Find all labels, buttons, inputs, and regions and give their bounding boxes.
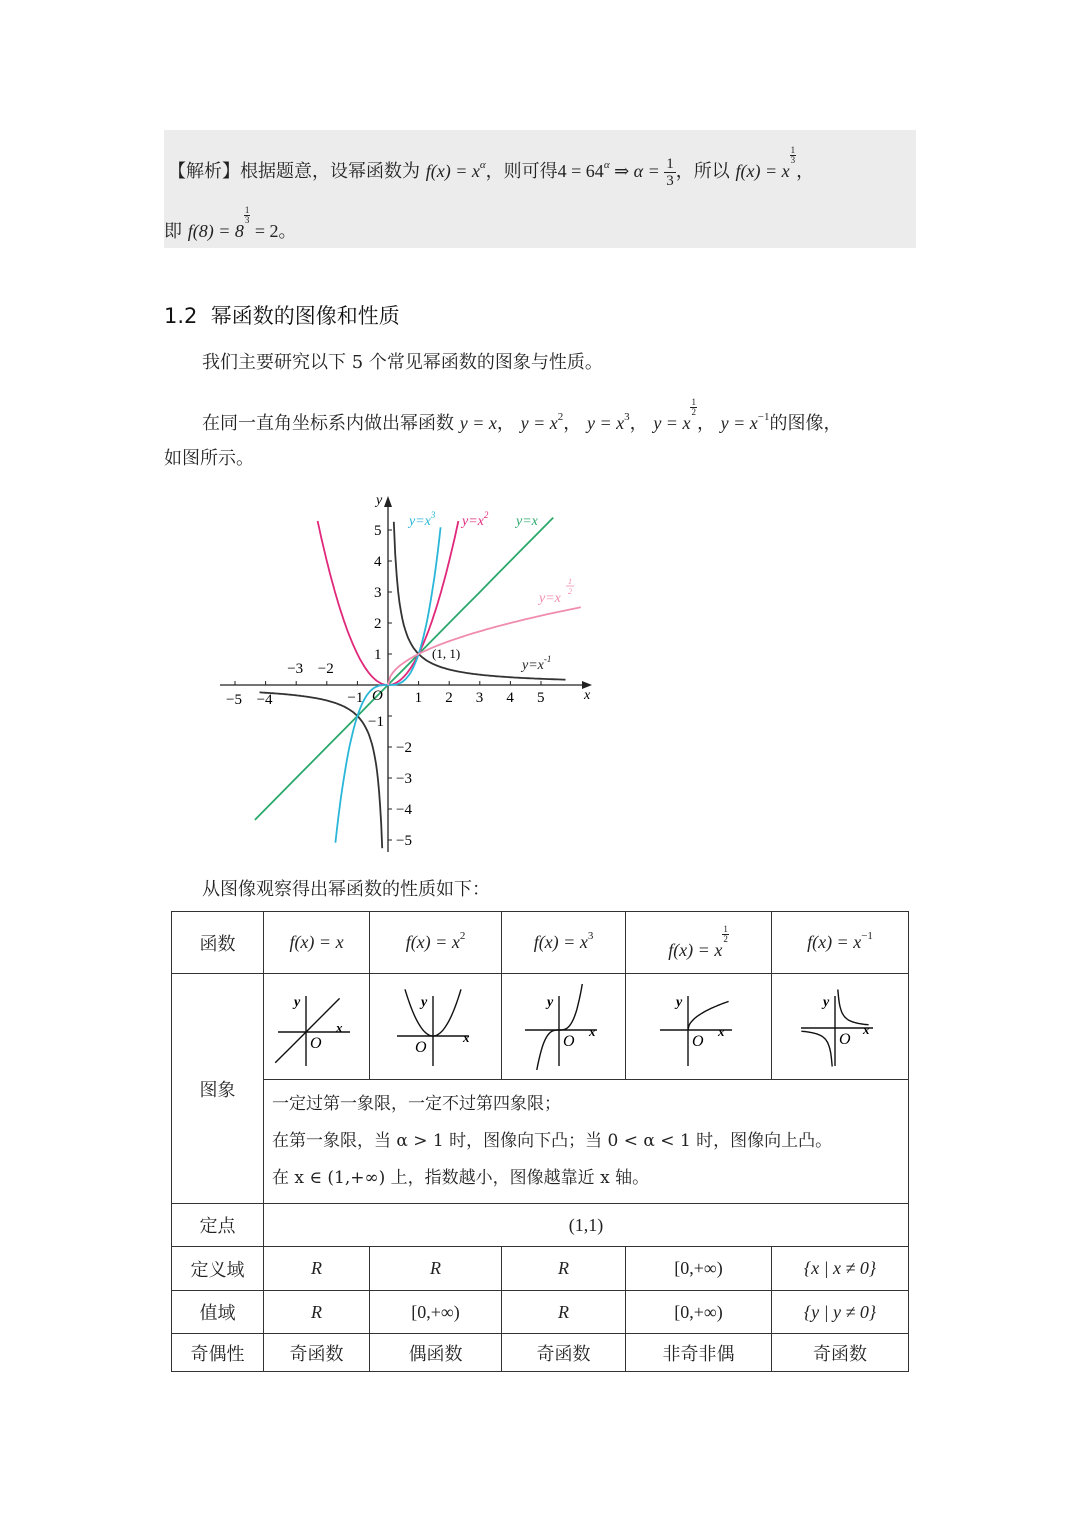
func-y-sqrt-exp: $\frac{1}{2}$ <box>691 397 696 417</box>
y-axis-label: y <box>376 493 383 508</box>
x-tick-label-1: 1 <box>414 690 423 706</box>
row-image-notes <box>172 1080 909 1204</box>
sep-4: ， <box>696 413 715 434</box>
cube-label: $y=x^3$ <box>409 510 436 529</box>
mini-graph-square <box>391 984 481 1070</box>
cell-domain-4: [0,+∞) <box>626 1247 772 1291</box>
analysis-implies: ⇒ α = <box>609 161 665 181</box>
functions-paragraph-cont: 如图所示。 <box>164 448 254 469</box>
functions-paragraph <box>202 398 842 439</box>
cell-range-5: {y | y ≠ 0} <box>772 1291 909 1334</box>
section-number: 1.2 <box>164 304 198 328</box>
row-header-fixed-point: 定点 <box>172 1204 264 1247</box>
mini-y-label: y <box>675 994 682 1010</box>
y-tick-label-4: 4 <box>374 554 382 570</box>
func-y-x2-exp: 2 <box>557 411 564 423</box>
func-y-x3: y = x <box>586 413 625 433</box>
analysis-text-b: ，则可得 <box>485 161 558 182</box>
x-tick-label-n2: −2 <box>317 661 334 677</box>
mini-x-label: x <box>335 1019 342 1035</box>
analysis-exp-frac: $\frac{1}{3}$ <box>790 145 796 165</box>
intro-paragraph: 我们主要研究以下 5 个常见幂函数的图象与性质。 <box>202 352 603 373</box>
x-tick-label-4: 4 <box>506 690 514 706</box>
analysis-f: f <box>425 161 431 181</box>
cell-func-4: f(x) = x $\frac{1}{2}$ <box>626 912 772 974</box>
row-header-parity: 奇偶性 <box>172 1334 264 1372</box>
y-tick-label-n3: −3 <box>396 771 412 787</box>
sep-3: ， <box>629 413 648 434</box>
functions-suffix: 的图像， <box>769 413 842 434</box>
x-tick-label-5: 5 <box>537 690 545 706</box>
square-label: $y=x^2$ <box>462 510 489 529</box>
mini-y-label: y <box>823 994 830 1010</box>
y-tick-label-3: 3 <box>374 585 382 601</box>
analysis-f8: f(8) = 8 <box>187 221 244 241</box>
analysis-text-a: 根据题意，设幂函数为 <box>240 161 420 182</box>
row-domain <box>172 1247 909 1291</box>
sqrt-label: y=x1 2 <box>539 577 572 606</box>
cell-parity-4: 非奇非偶 <box>626 1334 772 1372</box>
mini-graph-inverse <box>795 984 885 1070</box>
cell-mini-graph-2 <box>370 974 502 1080</box>
func-y-inverse-exp: −1 <box>757 411 770 423</box>
row-header-domain: 定义域 <box>172 1247 264 1291</box>
cell-mini-graph-5 <box>772 974 909 1080</box>
y-tick-label-n1: −1 <box>368 714 384 730</box>
mini-curve <box>275 998 339 1062</box>
row-function <box>172 912 909 974</box>
mini-y-label: y <box>420 994 427 1010</box>
note-1: 一定过第一象限，一定不过第四象限； <box>272 1094 561 1114</box>
cell-func-2: $f(x) = x^2$ <box>370 912 502 974</box>
section-title-text: 幂函数的图像和性质 <box>210 304 400 328</box>
analysis-text-c: ，所以 <box>675 161 730 182</box>
cell-domain-1: R <box>264 1247 370 1291</box>
func-y-sqrt: y = x <box>653 413 691 433</box>
analysis-period: 。 <box>278 221 297 242</box>
analysis-label: 【解析】 <box>168 161 240 182</box>
curve-inverse-negative <box>260 692 383 848</box>
cell-range-3: R <box>502 1291 626 1334</box>
analysis-result: = 2 <box>250 221 279 241</box>
identity-label: y=x <box>516 514 538 529</box>
x-tick-label-n1: −1 <box>347 690 364 706</box>
func-y-inverse: y = x <box>720 413 758 433</box>
cell-parity-2: 偶函数 <box>370 1334 502 1372</box>
cell-parity-3: 奇函数 <box>502 1334 626 1372</box>
row-header-function: 函数 <box>172 912 264 974</box>
analysis-alpha-exp: α <box>479 159 486 171</box>
point-label: (1, 1) <box>432 646 461 661</box>
y-tick-label-n2: −2 <box>396 740 412 756</box>
cell-mini-graph-1 <box>264 974 370 1080</box>
mini-y-label: y <box>546 994 553 1010</box>
observe-paragraph: 从图像观察得出幂函数的性质如下： <box>202 879 490 900</box>
properties-table <box>171 911 909 1372</box>
x-tick-label-2: 2 <box>445 690 453 706</box>
mini-graph-cube <box>519 984 609 1070</box>
x-tick-label-n3: −3 <box>287 661 304 677</box>
cell-range-4: [0,+∞) <box>626 1291 772 1334</box>
mini-x-label: x <box>588 1023 595 1039</box>
section-title <box>164 300 400 330</box>
cell-mini-graph-4 <box>626 974 772 1080</box>
cell-mini-graph-3 <box>502 974 626 1080</box>
cell-range-2: [0,+∞) <box>370 1291 502 1334</box>
row-fixed-point <box>172 1204 909 1247</box>
y-axis-arrow <box>384 496 392 507</box>
mini-origin-label: O <box>691 1032 704 1050</box>
curve-sqrt <box>388 607 581 685</box>
analysis-line2-prefix: 即 <box>164 221 182 242</box>
mini-origin-label: O <box>414 1038 427 1056</box>
row-header-range: 值域 <box>172 1291 264 1334</box>
func-y-x2: y = x <box>520 413 558 433</box>
functions-prefix: 在同一直角坐标系内做出幂函数 <box>202 413 454 434</box>
x-tick-label-3: 3 <box>475 690 484 706</box>
x-tick-label-n4: −4 <box>256 692 273 708</box>
row-image-graphs <box>172 974 909 1080</box>
y-tick-label-n4: −4 <box>396 802 412 818</box>
y-tick-label-5: 5 <box>374 523 382 539</box>
mini-origin-label: O <box>839 1030 851 1048</box>
y-tick-label-n5: −5 <box>396 833 412 849</box>
x-axis-label: x <box>584 688 591 703</box>
y-tick-label-1: 1 <box>374 647 382 663</box>
mini-graph-sqrt <box>654 984 744 1070</box>
mini-x-label: x <box>717 1023 724 1039</box>
cell-func-1: f(x) = x <box>264 912 370 974</box>
func-y-x3-exp: 3 <box>624 411 630 423</box>
note-2: 在第一象限，当 α > 1 时，图像向下凸；当 0 < α < 1 时，图像向上凸。 <box>272 1131 833 1151</box>
mini-x-label: x <box>863 1021 870 1037</box>
mini-x-label: x <box>462 1029 469 1045</box>
mini-y-label: y <box>293 994 300 1010</box>
mini-graph-identity <box>272 984 362 1070</box>
y-tick-label-2: 2 <box>374 616 382 632</box>
cell-domain-3: R <box>502 1247 626 1291</box>
x-tick-label-n5: −5 <box>226 692 242 708</box>
analysis-comma: ， <box>796 161 815 182</box>
cell-parity-1: 奇函数 <box>264 1334 370 1372</box>
row-range <box>172 1291 909 1334</box>
analysis-f-def: f(x) = x <box>735 161 790 181</box>
analysis-f8-exp: $\frac{1}{3}$ <box>244 205 250 225</box>
note-3: 在 x ∈ (1,+∞) 上，指数越小，图像越靠近 x 轴。 <box>272 1168 650 1188</box>
analysis-eq: = x <box>450 161 480 181</box>
cell-image-notes <box>264 1080 909 1204</box>
cell-range-1: R <box>264 1291 370 1334</box>
mini-origin-label: O <box>309 1034 322 1052</box>
mini-origin-label: O <box>562 1032 575 1050</box>
cell-parity-5: 奇函数 <box>772 1334 909 1372</box>
func-y-x: y = x <box>459 413 497 433</box>
cell-domain-2: R <box>370 1247 502 1291</box>
graph-curves <box>255 518 581 849</box>
analysis-x-paren: (x) <box>430 161 451 181</box>
inverse-label: $y=x^{-1}$ <box>522 654 552 673</box>
power-functions-graph <box>200 480 620 860</box>
analysis-line-2 <box>164 206 297 247</box>
row-parity <box>172 1334 909 1372</box>
analysis-box <box>164 130 916 248</box>
analysis-eq2: 4 = 64 <box>557 161 604 181</box>
row-header-image: 图象 <box>172 974 264 1204</box>
cell-fixed-point: (1,1) <box>264 1204 909 1247</box>
sep-2: ， <box>563 413 582 434</box>
analysis-alpha-exp-2: α <box>603 159 610 171</box>
analysis-line-1 <box>168 146 814 189</box>
sep-1: ， <box>496 413 515 434</box>
cell-func-5: $f(x) = x^{-1}$ <box>772 912 909 974</box>
cell-func-3: $f(x) = x^3$ <box>502 912 626 974</box>
origin-label: O <box>372 688 383 704</box>
analysis-frac: $\frac{1}{3}$ <box>666 155 674 189</box>
cell-domain-5: {x | x ≠ 0} <box>772 1247 909 1291</box>
